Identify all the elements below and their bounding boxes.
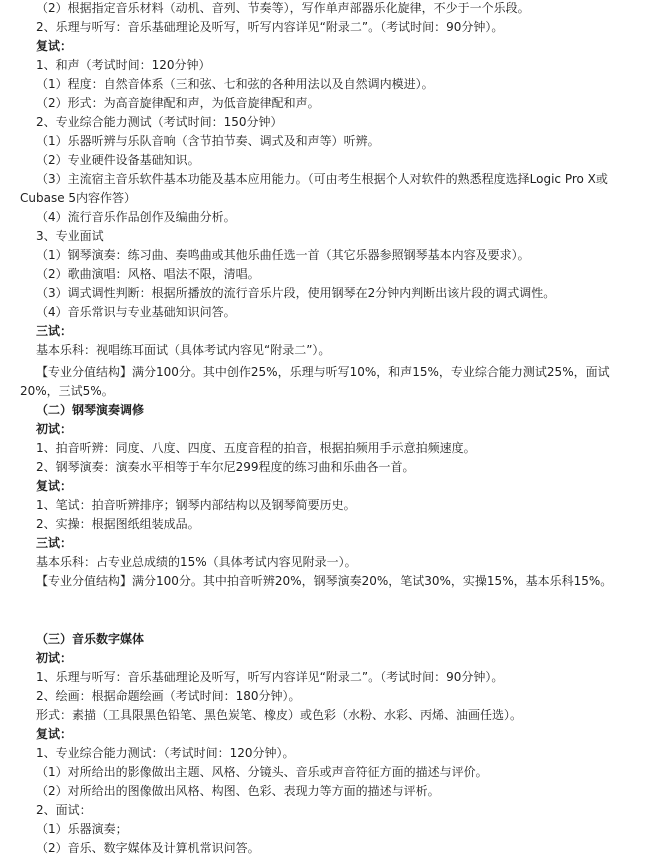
text-line: 2、实操：根据图纸组装成品。 bbox=[36, 517, 200, 531]
section-heading: 初试： bbox=[36, 422, 73, 436]
text-line: 基本乐科：视唱练耳面试（具体考试内容见“附录二”）。 bbox=[36, 343, 331, 357]
section-heading: 复试： bbox=[36, 727, 73, 741]
text-line: 2、钢琴演奏：演奏水平相等于车尔尼299程度的练习曲和乐曲各一首。 bbox=[36, 460, 415, 474]
text-line: （4）流行音乐作品创作及编曲分析。 bbox=[36, 210, 236, 224]
text-line: （2）音乐、数字媒体及计算机常识问答。 bbox=[36, 841, 260, 855]
text-line: （2）形式：为高音旋律配和声，为低音旋律配和声。 bbox=[36, 96, 320, 110]
text-line: 2、专业综合能力测试（考试时间：150分钟） bbox=[36, 115, 283, 129]
text-line: （1）钢琴演奏：练习曲、奏鸣曲或其他乐曲任选一首（其它乐器参照钢琴基本内容及要求）。 bbox=[36, 248, 530, 262]
text-line: 基本乐科：占专业总成绩的15%（具体考试内容见附录一）。 bbox=[36, 555, 357, 569]
section-heading: 复试： bbox=[36, 479, 73, 493]
text-line: 1、笔试：拍音听辨排序；钢琴内部结构以及钢琴简要历史。 bbox=[36, 498, 356, 512]
text-line: （3）主流宿主音乐软件基本功能及基本应用能力。（可由考生根据个人对软件的熟悉程度选择Logic Pro X或 bbox=[36, 172, 608, 186]
section-heading: （三）音乐数字媒体 bbox=[36, 632, 145, 646]
text-line: （3）调式调性判断：根据所播放的流行音乐片段，使用钢琴在2分钟内判断出该片段的调式调性。 bbox=[36, 286, 556, 300]
text-line: （1）程度：自然音体系（三和弦、七和弦的各种用法以及自然调内模进）。 bbox=[36, 77, 434, 91]
text-line: Cubase 5内容作答） bbox=[20, 191, 137, 205]
text-line: （2）对所给出的图像做出风格、构图、色彩、表现力等方面的描述与评析。 bbox=[36, 784, 440, 798]
text-line: （2）根据指定音乐材料（动机、音列、节奏等），写作单声部器乐化旋律，不少于一个乐段。 bbox=[36, 1, 530, 15]
text-line: 3、专业面试 bbox=[36, 229, 104, 243]
text-line: 2、面试： bbox=[36, 803, 92, 817]
text-line: 形式：素描（工具限黑色铅笔、黑色炭笔、橡皮）或色彩（水粉、水彩、丙烯、油画任选）。 bbox=[36, 708, 523, 722]
text-line: 2、绘画：根据命题绘画（考试时间：180分钟）。 bbox=[36, 689, 301, 703]
text-line: 20%，三试5%。 bbox=[20, 384, 114, 398]
section-heading: （二）钢琴演奏调修 bbox=[36, 403, 145, 417]
text-line: （1）乐器演奏； bbox=[36, 822, 128, 836]
text-line: （1）对所给出的影像做出主题、风格、分镜头、音乐或声音符征方面的描述与评价。 bbox=[36, 765, 488, 779]
text-line: 1、拍音听辨：同度、八度、四度、五度音程的拍音，根据拍频用手示意拍频速度。 bbox=[36, 441, 476, 455]
text-line: 1、专业综合能力测试：（考试时间：120分钟）。 bbox=[36, 746, 295, 760]
text-line: （4）音乐常识与专业基础知识问答。 bbox=[36, 305, 236, 319]
text-line: 2、乐理与听写：音乐基础理论及听写，听写内容详见“附录二”。（考试时间：90分钟）。 bbox=[36, 20, 504, 34]
text-line: （2）歌曲演唱：风格、唱法不限，清唱。 bbox=[36, 267, 260, 281]
text-line: （2）专业硬件设备基础知识。 bbox=[36, 153, 200, 167]
section-heading: 三试： bbox=[36, 324, 73, 338]
text-line: 【专业分值结构】满分100分。其中拍音听辨20%，钢琴演奏20%，笔试30%，实操15%，基本乐科15%。 bbox=[36, 574, 613, 588]
section-heading: 三试： bbox=[36, 536, 73, 550]
section-heading: 复试： bbox=[36, 39, 73, 53]
text-line: （1）乐器听辨与乐队音响（含节拍节奏、调式及和声等）听辨。 bbox=[36, 134, 380, 148]
text-line: 1、乐理与听写：音乐基础理论及听写，听写内容详见“附录二”。（考试时间：90分钟）。 bbox=[36, 670, 504, 684]
section-heading: 初试： bbox=[36, 651, 73, 665]
text-line: 【专业分值结构】满分100分。其中创作25%，乐理与听写10%，和声15%，专业综合能力测试25%，面试 bbox=[36, 365, 610, 379]
text-line: 1、和声（考试时间：120分钟） bbox=[36, 58, 211, 72]
